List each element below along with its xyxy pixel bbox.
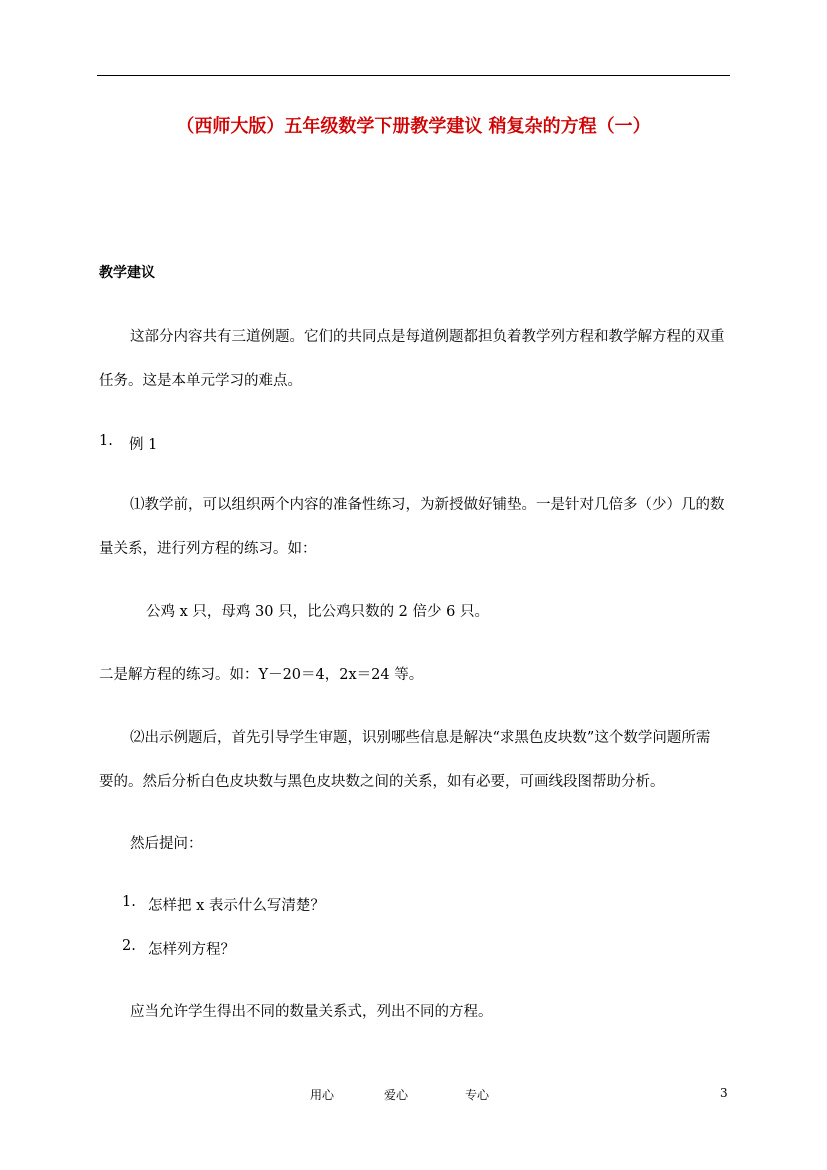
page-number: 3: [720, 1086, 728, 1100]
footer-word-1: 用心: [310, 1088, 335, 1102]
question-number: 1.: [122, 894, 136, 910]
paragraph1-line2: 任务。这是本单元学习的难点。: [99, 373, 302, 389]
point1-line2: 量关系，进行列方程的练习。如：: [99, 541, 317, 557]
item1-number: 1.: [99, 433, 113, 449]
footer-word-2: 爱心: [384, 1088, 409, 1102]
point2-line2: 要的。然后分析白色皮块数与黑色皮块数之间的关系，如有必要，可画线段图帮助分析。: [99, 774, 665, 790]
question-number: 2.: [122, 938, 136, 954]
section-heading: 教学建议: [99, 265, 155, 281]
item1-label: 例 1: [129, 437, 158, 453]
document-title: （西师大版）五年级数学下册教学建议 稍复杂的方程（一）: [176, 116, 651, 137]
point2-line1: ⑵出示例题后，首先引导学生审题，识别哪些信息是解决“求黑色皮块数”这个数学问题所需: [130, 730, 711, 746]
point1-line1: ⑴教学前，可以组织两个内容的准备性练习，为新授做好铺垫。一是针对几倍多（少）几的数: [130, 497, 725, 513]
question-text: 怎样列方程？: [148, 942, 235, 958]
then-ask: 然后提问：: [130, 836, 203, 852]
example-equations: 二是解方程的练习。如：Y－20＝4，2x＝24 等。: [99, 667, 424, 683]
example-problem: 公鸡 x 只，母鸡 30 只，比公鸡只数的 2 倍少 6 只。: [146, 604, 489, 620]
conclusion: 应当允许学生得出不同的数量关系式，列出不同的方程。: [130, 1004, 493, 1020]
question-text: 怎样把 x 表示什么写清楚？: [148, 898, 325, 914]
footer-word-3: 专心: [465, 1088, 490, 1102]
paragraph1-line1: 这部分内容共有三道例题。它们的共同点是每道例题都担负着教学列方程和教学解方程的双重: [130, 329, 725, 345]
header-rule: [97, 75, 730, 76]
